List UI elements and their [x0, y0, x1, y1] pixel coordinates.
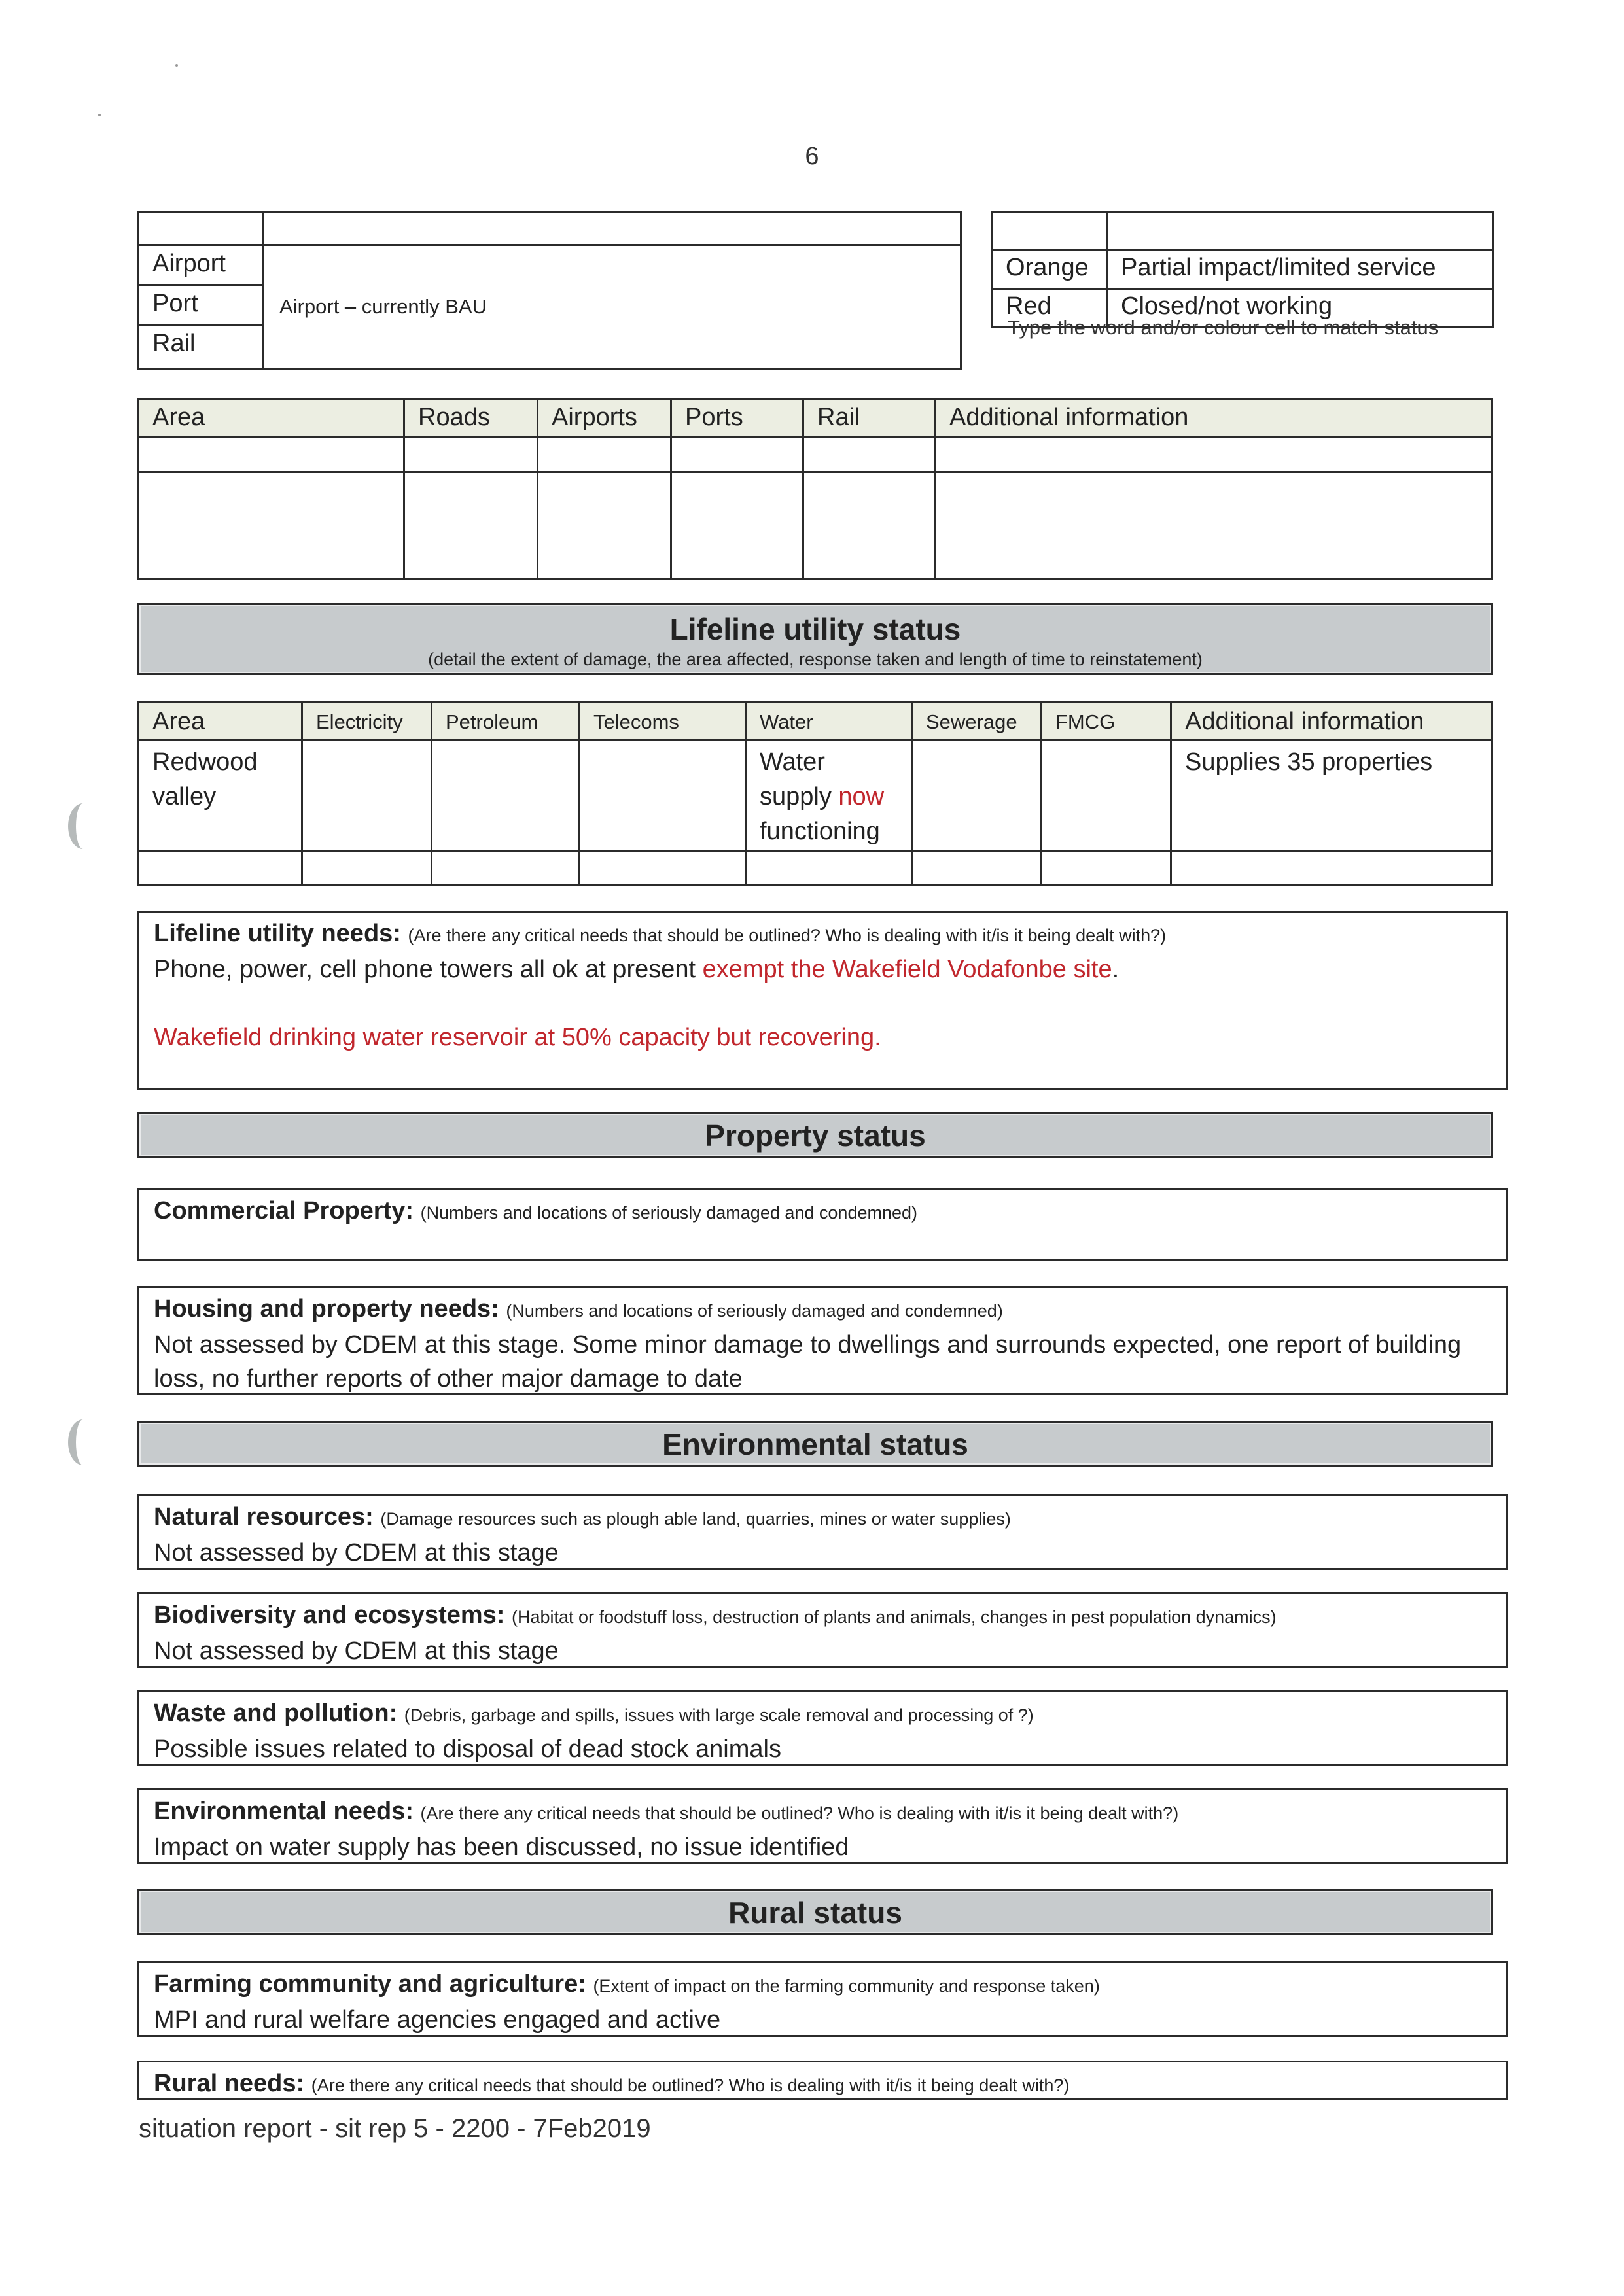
table-row: [139, 438, 1492, 472]
column-header: Additional information: [1171, 703, 1492, 740]
waste-pollution-box: Waste and pollution: (Debris, garbage and spills, issues with large scale removal and processing of ?) Possible issues related to disposal of dead stock animals: [137, 1690, 1508, 1766]
field-hint: (Are there any critical needs that should be outlined? Who is dealing with it/is it being dealt with?): [311, 2076, 1070, 2095]
legend-note: Type the word and/or colour cell to match status: [1008, 316, 1439, 339]
column-header: Petroleum: [432, 703, 580, 740]
punch-hole-mark: [68, 803, 98, 849]
column-header: Telecoms: [580, 703, 746, 740]
lifeline-utility-table: [137, 701, 1493, 886]
transport-row-label: Port: [139, 285, 263, 325]
legend-colour: Red: [992, 289, 1107, 328]
table-row: [139, 740, 1492, 851]
farming-community-box: Farming community and agriculture: (Extent of impact on the farming community and response taken) MPI and rural welfare agencies engaged and active: [137, 1961, 1508, 2037]
column-header: Sewerage: [912, 703, 1042, 740]
field-hint: (Are there any critical needs that should be outlined? Who is dealing with it/is it being dealt with?): [408, 926, 1167, 945]
red-highlight-text: now: [838, 783, 885, 810]
section-banner-property: [137, 1112, 1493, 1158]
scan-speck: [98, 114, 101, 116]
field-hint: (Debris, garbage and spills, issues with large scale removal and processing of ?): [404, 1705, 1034, 1725]
transport-status-value: Airport – currently BAU: [263, 245, 961, 369]
field-label: Commercial Property:: [154, 1197, 414, 1225]
legend-colour: Orange: [992, 251, 1107, 289]
section-title: Rural status: [728, 1896, 902, 1930]
scan-speck: [175, 64, 178, 67]
field-hint: (Numbers and locations of seriously damaged and condemned): [420, 1203, 918, 1223]
water-cell: Water supply now functioning: [746, 740, 912, 851]
page-number: 6: [805, 143, 819, 170]
additional-info-cell: Supplies 35 properties: [1171, 740, 1492, 851]
column-header: Area: [139, 399, 404, 438]
section-title: Lifeline utility status: [669, 612, 961, 646]
rural-needs-box: [137, 2061, 1508, 2100]
table-row: [139, 472, 1492, 579]
lifeline-needs-box: Lifeline utility needs: (Are there any critical needs that should be outlined? Who is dealing with it/is it being dealt with?) Phone, power, cell phone towers all ok at present exempt the Wakefield Vodafonbe site. Wakefield drinking water reservoir at 50% capacity but recovering.: [137, 911, 1508, 1090]
column-header: Rail: [803, 399, 936, 438]
commercial-property-box: [137, 1188, 1508, 1261]
column-header: Additional information: [936, 399, 1492, 438]
field-label: Lifeline utility needs:: [154, 920, 401, 947]
column-header: Roads: [404, 399, 538, 438]
section-title: Environmental status: [662, 1427, 968, 1461]
environmental-needs-box: Environmental needs: (Are there any critical needs that should be outlined? Who is dealing with it/is it being dealt with?) Impact on water supply has been discussed, no issue identified: [137, 1788, 1508, 1864]
column-header: Water: [746, 703, 912, 740]
document-footer: situation report - sit rep 5 - 2200 - 7Feb2019: [139, 2114, 651, 2143]
section-subtitle: (detail the extent of damage, the area affected, response taken and length of time to reinstatement): [428, 650, 1203, 669]
field-label: Environmental needs:: [154, 1798, 414, 1825]
section-banner-rural: [137, 1889, 1493, 1935]
table-row: [139, 851, 1492, 886]
red-highlight-text: Wakefield drinking water reservoir at 50% capacity but recovering.: [154, 1024, 881, 1051]
column-header: Airports: [538, 399, 671, 438]
field-label: Farming community and agriculture:: [154, 1970, 586, 1998]
section-banner-lifeline: [137, 603, 1493, 675]
field-hint: (Extent of impact on the farming community and response taken): [593, 1976, 1100, 1996]
red-highlight-text: exempt the Wakefield Vodafonbe site: [702, 956, 1112, 983]
field-hint: (Habitat or foodstuff loss, destruction of plants and animals, changes in pest population dynamics): [512, 1607, 1277, 1627]
legend-meaning: Closed/not working: [1107, 289, 1494, 328]
column-header: Electricity: [302, 703, 432, 740]
biodiversity-box: Biodiversity and ecosystems: (Habitat or foodstuff loss, destruction of plants and animals, changes in pest population dynamics) Not assessed by CDEM at this stage: [137, 1592, 1508, 1668]
natural-resources-box: Natural resources: (Damage resources such as plough able land, quarries, mines or water supplies) Not assessed by CDEM at this stage: [137, 1494, 1508, 1570]
field-label: Natural resources:: [154, 1503, 374, 1531]
column-header: Ports: [671, 399, 803, 438]
status-colour-legend: [991, 211, 1494, 328]
transport-row-label: Rail: [139, 325, 263, 369]
transport-area-table: [137, 398, 1493, 580]
section-title: Property status: [705, 1119, 926, 1153]
field-hint: (Are there any critical needs that should be outlined? Who is dealing with it/is it being dealt with?): [420, 1803, 1179, 1823]
field-label: Rural needs:: [154, 2070, 305, 2097]
area-cell: Redwood valley: [139, 740, 302, 851]
field-label: Waste and pollution:: [154, 1699, 398, 1727]
column-header: FMCG: [1042, 703, 1171, 740]
section-banner-environmental: [137, 1421, 1493, 1467]
field-hint: (Damage resources such as plough able land, quarries, mines or water supplies): [380, 1509, 1011, 1529]
field-label: Biodiversity and ecosystems:: [154, 1601, 505, 1629]
legend-meaning: Partial impact/limited service: [1107, 251, 1494, 289]
field-label: Housing and property needs:: [154, 1295, 499, 1323]
transport-status-table: [137, 211, 962, 370]
punch-hole-mark: [68, 1419, 98, 1465]
column-header: Area: [139, 703, 302, 740]
housing-property-box: Housing and property needs: (Numbers and locations of seriously damaged and condemned) Not assessed by CDEM at this stage. Some minor damage to dwellings and surrounds expected, one report of building loss, no further reports of other major damage to date: [137, 1286, 1508, 1395]
field-hint: (Numbers and locations of seriously damaged and condemned): [506, 1301, 1003, 1321]
transport-row-label: Airport: [139, 245, 263, 285]
